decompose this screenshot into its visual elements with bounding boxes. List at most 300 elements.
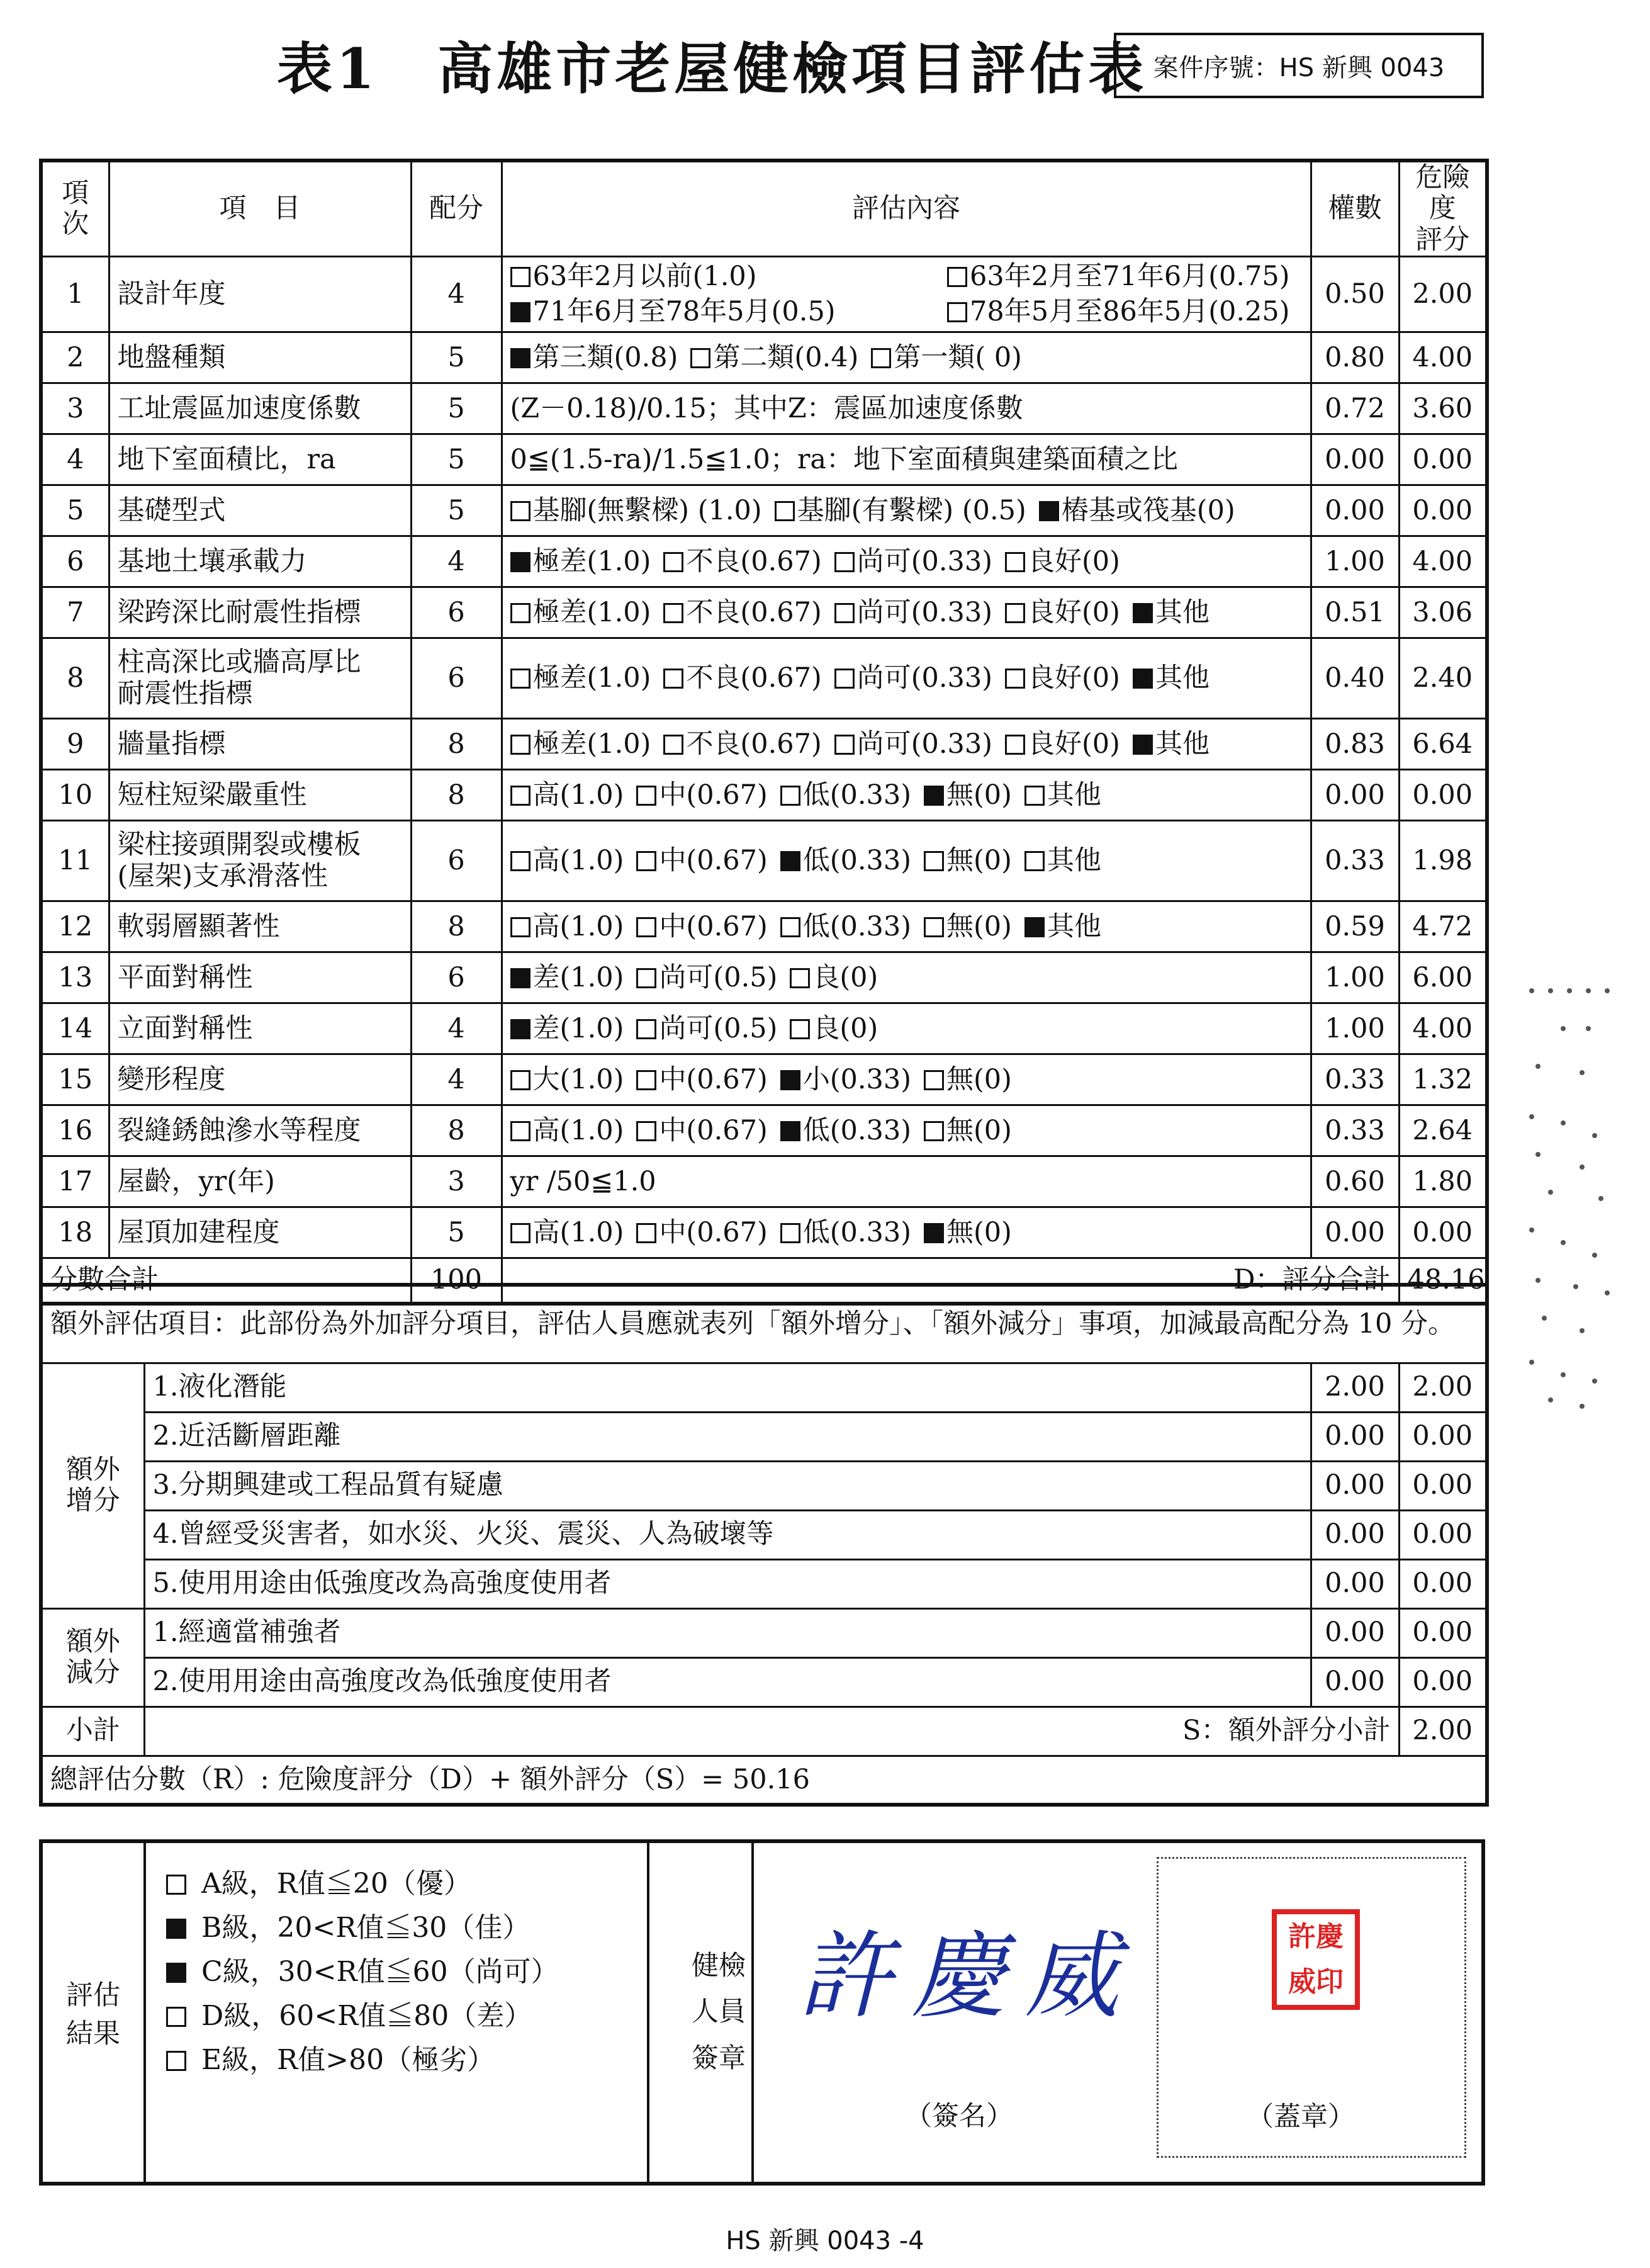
punch-dot xyxy=(1548,988,1553,993)
option-label: 差(1.0) xyxy=(532,961,624,993)
header-weight: 權數 xyxy=(1311,161,1399,257)
option-1 xyxy=(636,1013,777,1044)
extra-item-text: 2.近活斷層距離 xyxy=(144,1412,1311,1461)
header-no: 項次 xyxy=(41,161,109,257)
option-2 xyxy=(780,911,911,942)
grade-option xyxy=(166,1862,559,1906)
page-footer: HS 新興 0043 -4 xyxy=(726,2226,924,2255)
table-row xyxy=(41,952,1487,1003)
option-0 xyxy=(510,779,624,811)
checkbox xyxy=(790,968,810,988)
option-label: 高(1.0) xyxy=(532,1114,624,1146)
option-label: 小(0.33) xyxy=(802,1063,912,1095)
row-content xyxy=(502,485,1311,536)
option-label: 無(0) xyxy=(946,1216,1012,1248)
option-label: 低(0.33) xyxy=(802,845,912,877)
grade-option xyxy=(166,2038,559,2082)
option-label: 低(0.33) xyxy=(802,1114,912,1146)
option-1 xyxy=(636,1115,767,1146)
row-score: 8 xyxy=(411,1105,502,1156)
checkbox xyxy=(780,786,800,806)
row-item: 工址震區加速度係數 xyxy=(109,383,411,434)
punch-dot xyxy=(1535,1278,1541,1283)
option-0 xyxy=(510,728,651,760)
row-score: 5 xyxy=(411,332,502,383)
punch-dot xyxy=(1605,988,1610,993)
row-no: 10 xyxy=(41,770,109,821)
row-weight: 1.00 xyxy=(1311,536,1399,587)
extra-item-b: 0.00 xyxy=(1399,1608,1487,1657)
checkbox xyxy=(510,1070,530,1090)
option-label: 尚可(0.5) xyxy=(659,961,778,993)
row-content xyxy=(502,1105,1311,1156)
row-content: 0≦(1.5-ra)/1.5≦1.0；ra：地下室面積與建築面積之比 xyxy=(502,434,1311,485)
sign-caption: （簽名） xyxy=(905,2101,1013,2132)
row-score: 5 xyxy=(411,1207,502,1258)
checkbox xyxy=(1024,917,1045,937)
option-label: 中(0.67) xyxy=(659,779,768,811)
row-risk: 2.00 xyxy=(1399,257,1487,332)
option-3 xyxy=(947,295,1289,330)
row-weight: 0.51 xyxy=(1311,587,1399,638)
option-label: 中(0.67) xyxy=(659,1063,768,1095)
checkbox xyxy=(166,1963,186,1983)
option-label: 63年2月以前(1.0) xyxy=(532,260,757,292)
row-content: (Z－0.18)/0.15；其中Z：震區加速度係數 xyxy=(502,383,1311,434)
row-item: 柱高深比或牆高厚比 耐震性指標 xyxy=(109,638,411,719)
option-4 xyxy=(1133,662,1209,694)
table-row xyxy=(41,332,1487,383)
option-0 xyxy=(510,1115,624,1146)
grade-label: E級，R值>80（極劣） xyxy=(201,2044,495,2076)
option-label: 其他 xyxy=(1047,845,1101,877)
option-label: 尚可(0.5) xyxy=(659,1012,778,1044)
option-label: 良好(0) xyxy=(1028,596,1120,628)
extra-item-a: 0.00 xyxy=(1311,1559,1399,1608)
checkbox xyxy=(636,1070,656,1090)
row-risk: 3.06 xyxy=(1399,587,1487,638)
option-label: 無(0) xyxy=(946,1114,1012,1146)
option-label: 無(0) xyxy=(946,845,1012,877)
checkbox xyxy=(663,669,683,689)
checkbox xyxy=(834,735,855,755)
option-3 xyxy=(924,1064,1012,1095)
row-content xyxy=(502,901,1311,952)
checkbox xyxy=(834,603,855,623)
grade-label: B級，20<R值≦30（佳） xyxy=(201,1912,530,1944)
option-3 xyxy=(1005,597,1120,628)
punch-dot xyxy=(1580,1165,1585,1170)
checkbox xyxy=(924,1223,944,1243)
option-label: 良好(0) xyxy=(1028,545,1120,577)
row-weight: 0.00 xyxy=(1311,434,1399,485)
checkbox xyxy=(636,786,656,806)
extra-item-b: 0.00 xyxy=(1399,1510,1487,1559)
row-content xyxy=(502,536,1311,587)
grade-option xyxy=(166,1906,559,1950)
row-no: 12 xyxy=(41,901,109,952)
checkbox xyxy=(924,917,944,937)
checkbox xyxy=(166,2051,186,2071)
punch-dot xyxy=(1598,1196,1603,1201)
row-no: 14 xyxy=(41,1003,109,1054)
option-label: 其他 xyxy=(1155,596,1209,628)
option-label: 其他 xyxy=(1047,779,1101,811)
s-label: S：額外評分小計 xyxy=(144,1707,1399,1756)
subtotal-label: 小計 xyxy=(41,1707,144,1756)
extra-item-a: 0.00 xyxy=(1311,1510,1399,1559)
checkbox xyxy=(636,1019,656,1039)
row-no: 4 xyxy=(41,434,109,485)
row-risk: 4.00 xyxy=(1399,1003,1487,1054)
option-label: 樁基或筏基(0) xyxy=(1061,494,1235,526)
option-label: 不良(0.67) xyxy=(686,596,822,628)
d-value: 48.16 xyxy=(1399,1258,1487,1304)
checkbox xyxy=(166,1875,186,1895)
table-row xyxy=(41,901,1487,952)
punch-dot xyxy=(1548,1397,1553,1402)
row-content xyxy=(502,821,1311,901)
checkbox xyxy=(636,917,656,937)
row-content xyxy=(502,1054,1311,1105)
punch-dot xyxy=(1529,1360,1534,1365)
option-label: 第二類(0.4) xyxy=(713,341,859,373)
punch-dot xyxy=(1529,988,1534,993)
option-0 xyxy=(510,1013,624,1044)
option-0 xyxy=(510,911,624,942)
extra-item-b: 0.00 xyxy=(1399,1412,1487,1461)
header-item: 項 目 xyxy=(109,161,411,257)
punch-dot xyxy=(1586,988,1591,993)
checkbox xyxy=(1005,552,1025,572)
extra-item-text: 4.曾經受災害者，如水災、火災、震災、人為破壞等 xyxy=(144,1510,1311,1559)
extra-item-a: 0.00 xyxy=(1311,1412,1399,1461)
row-item: 短柱短梁嚴重性 xyxy=(109,770,411,821)
checkbox xyxy=(834,552,855,572)
option-0 xyxy=(510,662,651,694)
punch-dot xyxy=(1542,1316,1547,1321)
extra-item-a: 0.00 xyxy=(1311,1657,1399,1707)
extra-item-row xyxy=(41,1510,1487,1559)
row-content xyxy=(502,719,1311,770)
overall-formula: 總評估分數（R）: 危險度評分（D）+ 額外評分（S）= 50.16 xyxy=(41,1756,1487,1805)
punch-dot xyxy=(1561,1240,1566,1245)
row-item: 軟弱層顯著性 xyxy=(109,901,411,952)
punch-dot xyxy=(1573,1284,1578,1289)
option-2 xyxy=(780,1064,911,1095)
option-label: 尚可(0.33) xyxy=(856,596,993,628)
option-3 xyxy=(924,779,1012,811)
option-label: 不良(0.67) xyxy=(686,545,822,577)
row-content xyxy=(502,1003,1311,1054)
signature: 許慶威 xyxy=(798,1922,1138,2031)
row-no: 18 xyxy=(41,1207,109,1258)
checkbox xyxy=(166,1919,186,1939)
extra-item-text: 1.經適當補強者 xyxy=(144,1608,1311,1657)
extra-item-row xyxy=(41,1657,1487,1707)
checkbox xyxy=(510,968,530,988)
checkbox xyxy=(510,1223,530,1243)
row-score: 4 xyxy=(411,257,502,332)
punch-dot xyxy=(1529,1114,1534,1119)
row-score: 4 xyxy=(411,536,502,587)
checkbox xyxy=(636,1223,656,1243)
option-1 xyxy=(663,546,821,577)
option-label: 第一類( 0) xyxy=(894,341,1022,373)
option-label: 尚可(0.33) xyxy=(856,545,993,577)
grade-label: A級，R值≦20（優） xyxy=(201,1868,471,1900)
row-score: 4 xyxy=(411,1003,502,1054)
row-no: 6 xyxy=(41,536,109,587)
option-1 xyxy=(636,845,767,876)
option-label: 中(0.67) xyxy=(659,845,768,877)
grade-label: D級，60<R值≦80（差） xyxy=(201,2000,532,2032)
overall-row xyxy=(41,1756,1487,1805)
row-weight: 0.83 xyxy=(1311,719,1399,770)
row-item: 地盤種類 xyxy=(109,332,411,383)
row-item: 梁柱接頭開裂或樓板 (屋架)支承滑落性 xyxy=(109,821,411,901)
table-row xyxy=(41,1003,1487,1054)
option-label: 大(1.0) xyxy=(532,1063,624,1095)
checkbox xyxy=(1133,735,1153,755)
option-label: 極差(1.0) xyxy=(532,662,651,694)
option-label: 無(0) xyxy=(946,910,1012,942)
extra-group-label: 額外 減分 xyxy=(41,1608,144,1707)
row-weight: 0.59 xyxy=(1311,901,1399,952)
option-3 xyxy=(1005,728,1120,760)
checkbox xyxy=(510,735,530,755)
table-row xyxy=(41,638,1487,719)
option-4 xyxy=(1024,911,1101,942)
row-weight: 0.33 xyxy=(1311,1105,1399,1156)
checkbox xyxy=(166,2007,186,2027)
checkbox xyxy=(780,1223,800,1243)
option-label: 高(1.0) xyxy=(532,845,624,877)
punch-dot xyxy=(1592,1133,1597,1138)
option-2 xyxy=(834,662,992,694)
option-1 xyxy=(636,779,767,811)
grade-label: C級，30<R值≦60（尚可） xyxy=(201,1956,559,1988)
extra-evaluation-table xyxy=(39,1283,1489,1807)
option-2 xyxy=(780,1115,911,1146)
option-label: 高(1.0) xyxy=(532,910,624,942)
checkbox xyxy=(924,851,944,871)
checkbox xyxy=(780,917,800,937)
option-2 xyxy=(790,1013,878,1044)
table-row xyxy=(41,1156,1487,1207)
row-score: 5 xyxy=(411,434,502,485)
row-no: 16 xyxy=(41,1105,109,1156)
option-2 xyxy=(1039,495,1235,526)
checkbox xyxy=(790,1019,810,1039)
option-label: 良好(0) xyxy=(1028,662,1120,694)
option-label: 基腳(有繫樑) (0.5) xyxy=(797,494,1026,526)
s-value: 2.00 xyxy=(1399,1707,1487,1756)
checkbox xyxy=(924,1070,944,1090)
row-weight: 1.00 xyxy=(1311,1003,1399,1054)
option-label: 第三類(0.8) xyxy=(532,341,678,373)
table-row xyxy=(41,719,1487,770)
row-weight: 0.33 xyxy=(1311,1054,1399,1105)
extra-item-a: 0.00 xyxy=(1311,1608,1399,1657)
row-weight: 0.50 xyxy=(1311,257,1399,332)
option-0 xyxy=(510,546,651,577)
checkbox xyxy=(510,669,530,689)
extra-item-b: 0.00 xyxy=(1399,1657,1487,1707)
option-2 xyxy=(790,962,878,993)
option-0 xyxy=(510,962,624,993)
checkbox xyxy=(1024,851,1045,871)
option-label: 高(1.0) xyxy=(532,779,624,811)
option-1 xyxy=(663,662,821,694)
extra-item-row xyxy=(41,1559,1487,1608)
option-label: 不良(0.67) xyxy=(686,662,822,694)
checkbox xyxy=(663,735,683,755)
checkbox xyxy=(510,1019,530,1039)
header-content: 評估內容 xyxy=(502,161,1311,257)
table-row xyxy=(41,1054,1487,1105)
option-label: 不良(0.67) xyxy=(686,728,822,760)
punch-dot xyxy=(1561,1120,1566,1126)
row-score: 6 xyxy=(411,821,502,901)
row-item: 立面對稱性 xyxy=(109,1003,411,1054)
row-content xyxy=(502,638,1311,719)
row-item: 裂縫銹蝕滲水等程度 xyxy=(109,1105,411,1156)
option-3 xyxy=(1005,546,1120,577)
checkbox xyxy=(1024,786,1045,806)
row-weight: 1.00 xyxy=(1311,952,1399,1003)
option-2 xyxy=(780,779,911,811)
row-risk: 2.40 xyxy=(1399,638,1487,719)
row-no: 15 xyxy=(41,1054,109,1105)
checkbox xyxy=(510,786,530,806)
extra-item-a: 2.00 xyxy=(1311,1363,1399,1412)
row-risk: 0.00 xyxy=(1399,770,1487,821)
row-score: 5 xyxy=(411,383,502,434)
d-label: D：評分合計 xyxy=(502,1258,1399,1304)
row-score: 8 xyxy=(411,901,502,952)
option-4 xyxy=(1133,728,1209,760)
option-label: 良(0) xyxy=(812,1012,878,1044)
table-row xyxy=(41,821,1487,901)
checkbox xyxy=(510,851,530,871)
checkbox xyxy=(510,1121,530,1141)
subtotal-row xyxy=(41,1707,1487,1756)
option-label: 良(0) xyxy=(812,961,878,993)
checkbox xyxy=(780,1121,800,1141)
option-0 xyxy=(510,1064,624,1095)
checkbox xyxy=(780,1070,800,1090)
row-content xyxy=(502,770,1311,821)
table-row xyxy=(41,1105,1487,1156)
extra-item-row xyxy=(41,1461,1487,1510)
punch-dot xyxy=(1580,1070,1585,1075)
checkbox xyxy=(510,917,530,937)
option-1 xyxy=(636,911,767,942)
checkbox xyxy=(924,786,944,806)
case-number: 案件序號：HS 新興 0043 xyxy=(1153,53,1445,82)
option-1 xyxy=(663,728,821,760)
option-label: 低(0.33) xyxy=(802,779,912,811)
option-label: 低(0.33) xyxy=(802,910,912,942)
row-item: 牆量指標 xyxy=(109,719,411,770)
row-no: 13 xyxy=(41,952,109,1003)
extra-intro: 額外評估項目：此部份為外加評分項目，評估人員應就表列「額外增分」、「額外減分」事項，加減最高配分為 10 分。 xyxy=(41,1285,1487,1363)
option-label: 其他 xyxy=(1155,728,1209,760)
option-label: 71年6月至78年5月(0.5) xyxy=(532,295,836,327)
seal-area xyxy=(1157,1857,1466,2158)
row-risk: 4.00 xyxy=(1399,536,1487,587)
row-risk: 3.60 xyxy=(1399,383,1487,434)
punch-dot xyxy=(1605,1290,1610,1295)
option-1 xyxy=(947,259,1289,295)
option-label: 中(0.67) xyxy=(659,1114,768,1146)
row-item: 基地土壤承載力 xyxy=(109,536,411,587)
extra-item-text: 3.分期興建或工程品質有疑慮 xyxy=(144,1461,1311,1510)
checkbox xyxy=(663,603,683,623)
checkbox xyxy=(510,501,530,521)
checkbox xyxy=(947,302,967,322)
punch-holes xyxy=(1523,988,1617,1404)
row-no: 2 xyxy=(41,332,109,383)
row-risk: 2.64 xyxy=(1399,1105,1487,1156)
row-content: yr /50≦1.0 xyxy=(502,1156,1311,1207)
extra-item-text: 5.使用用途由低強度改為高強度使用者 xyxy=(144,1559,1311,1608)
extra-item-text: 1.液化潛能 xyxy=(144,1363,1311,1412)
row-weight: 0.00 xyxy=(1311,485,1399,536)
table-row xyxy=(41,434,1487,485)
checkbox xyxy=(780,851,800,871)
checkbox xyxy=(871,348,891,368)
row-risk: 6.00 xyxy=(1399,952,1487,1003)
row-weight: 0.60 xyxy=(1311,1156,1399,1207)
row-risk: 0.00 xyxy=(1399,434,1487,485)
punch-dot xyxy=(1592,1379,1597,1384)
table-row xyxy=(41,257,1487,332)
extra-group-label: 額外 增分 xyxy=(41,1363,144,1608)
punch-dot xyxy=(1548,1190,1553,1195)
option-1 xyxy=(636,1217,767,1248)
option-label: 極差(1.0) xyxy=(532,596,651,628)
row-content xyxy=(502,587,1311,638)
option-label: 無(0) xyxy=(946,1063,1012,1095)
option-1 xyxy=(690,342,858,373)
option-0 xyxy=(510,1217,624,1248)
row-content xyxy=(502,257,1311,332)
result-section xyxy=(39,1839,1485,2186)
punch-dot xyxy=(1580,1328,1585,1333)
total-label: 分數合計 xyxy=(41,1258,411,1304)
row-score: 6 xyxy=(411,587,502,638)
row-content xyxy=(502,952,1311,1003)
option-label: 良好(0) xyxy=(1028,728,1120,760)
option-label: 尚可(0.33) xyxy=(856,662,993,694)
option-2 xyxy=(834,546,992,577)
row-score: 8 xyxy=(411,719,502,770)
checkbox xyxy=(510,267,530,287)
table-row xyxy=(41,587,1487,638)
table-header-row xyxy=(41,161,1487,257)
row-item: 屋頂加建程度 xyxy=(109,1207,411,1258)
header-risk: 危險度 評分 xyxy=(1399,161,1487,257)
option-0 xyxy=(510,845,624,876)
checkbox xyxy=(510,552,530,572)
row-risk: 1.80 xyxy=(1399,1156,1487,1207)
row-risk: 0.00 xyxy=(1399,1207,1487,1258)
punch-dot xyxy=(1535,1064,1541,1069)
row-no: 11 xyxy=(41,821,109,901)
option-label: 尚可(0.33) xyxy=(856,728,993,760)
